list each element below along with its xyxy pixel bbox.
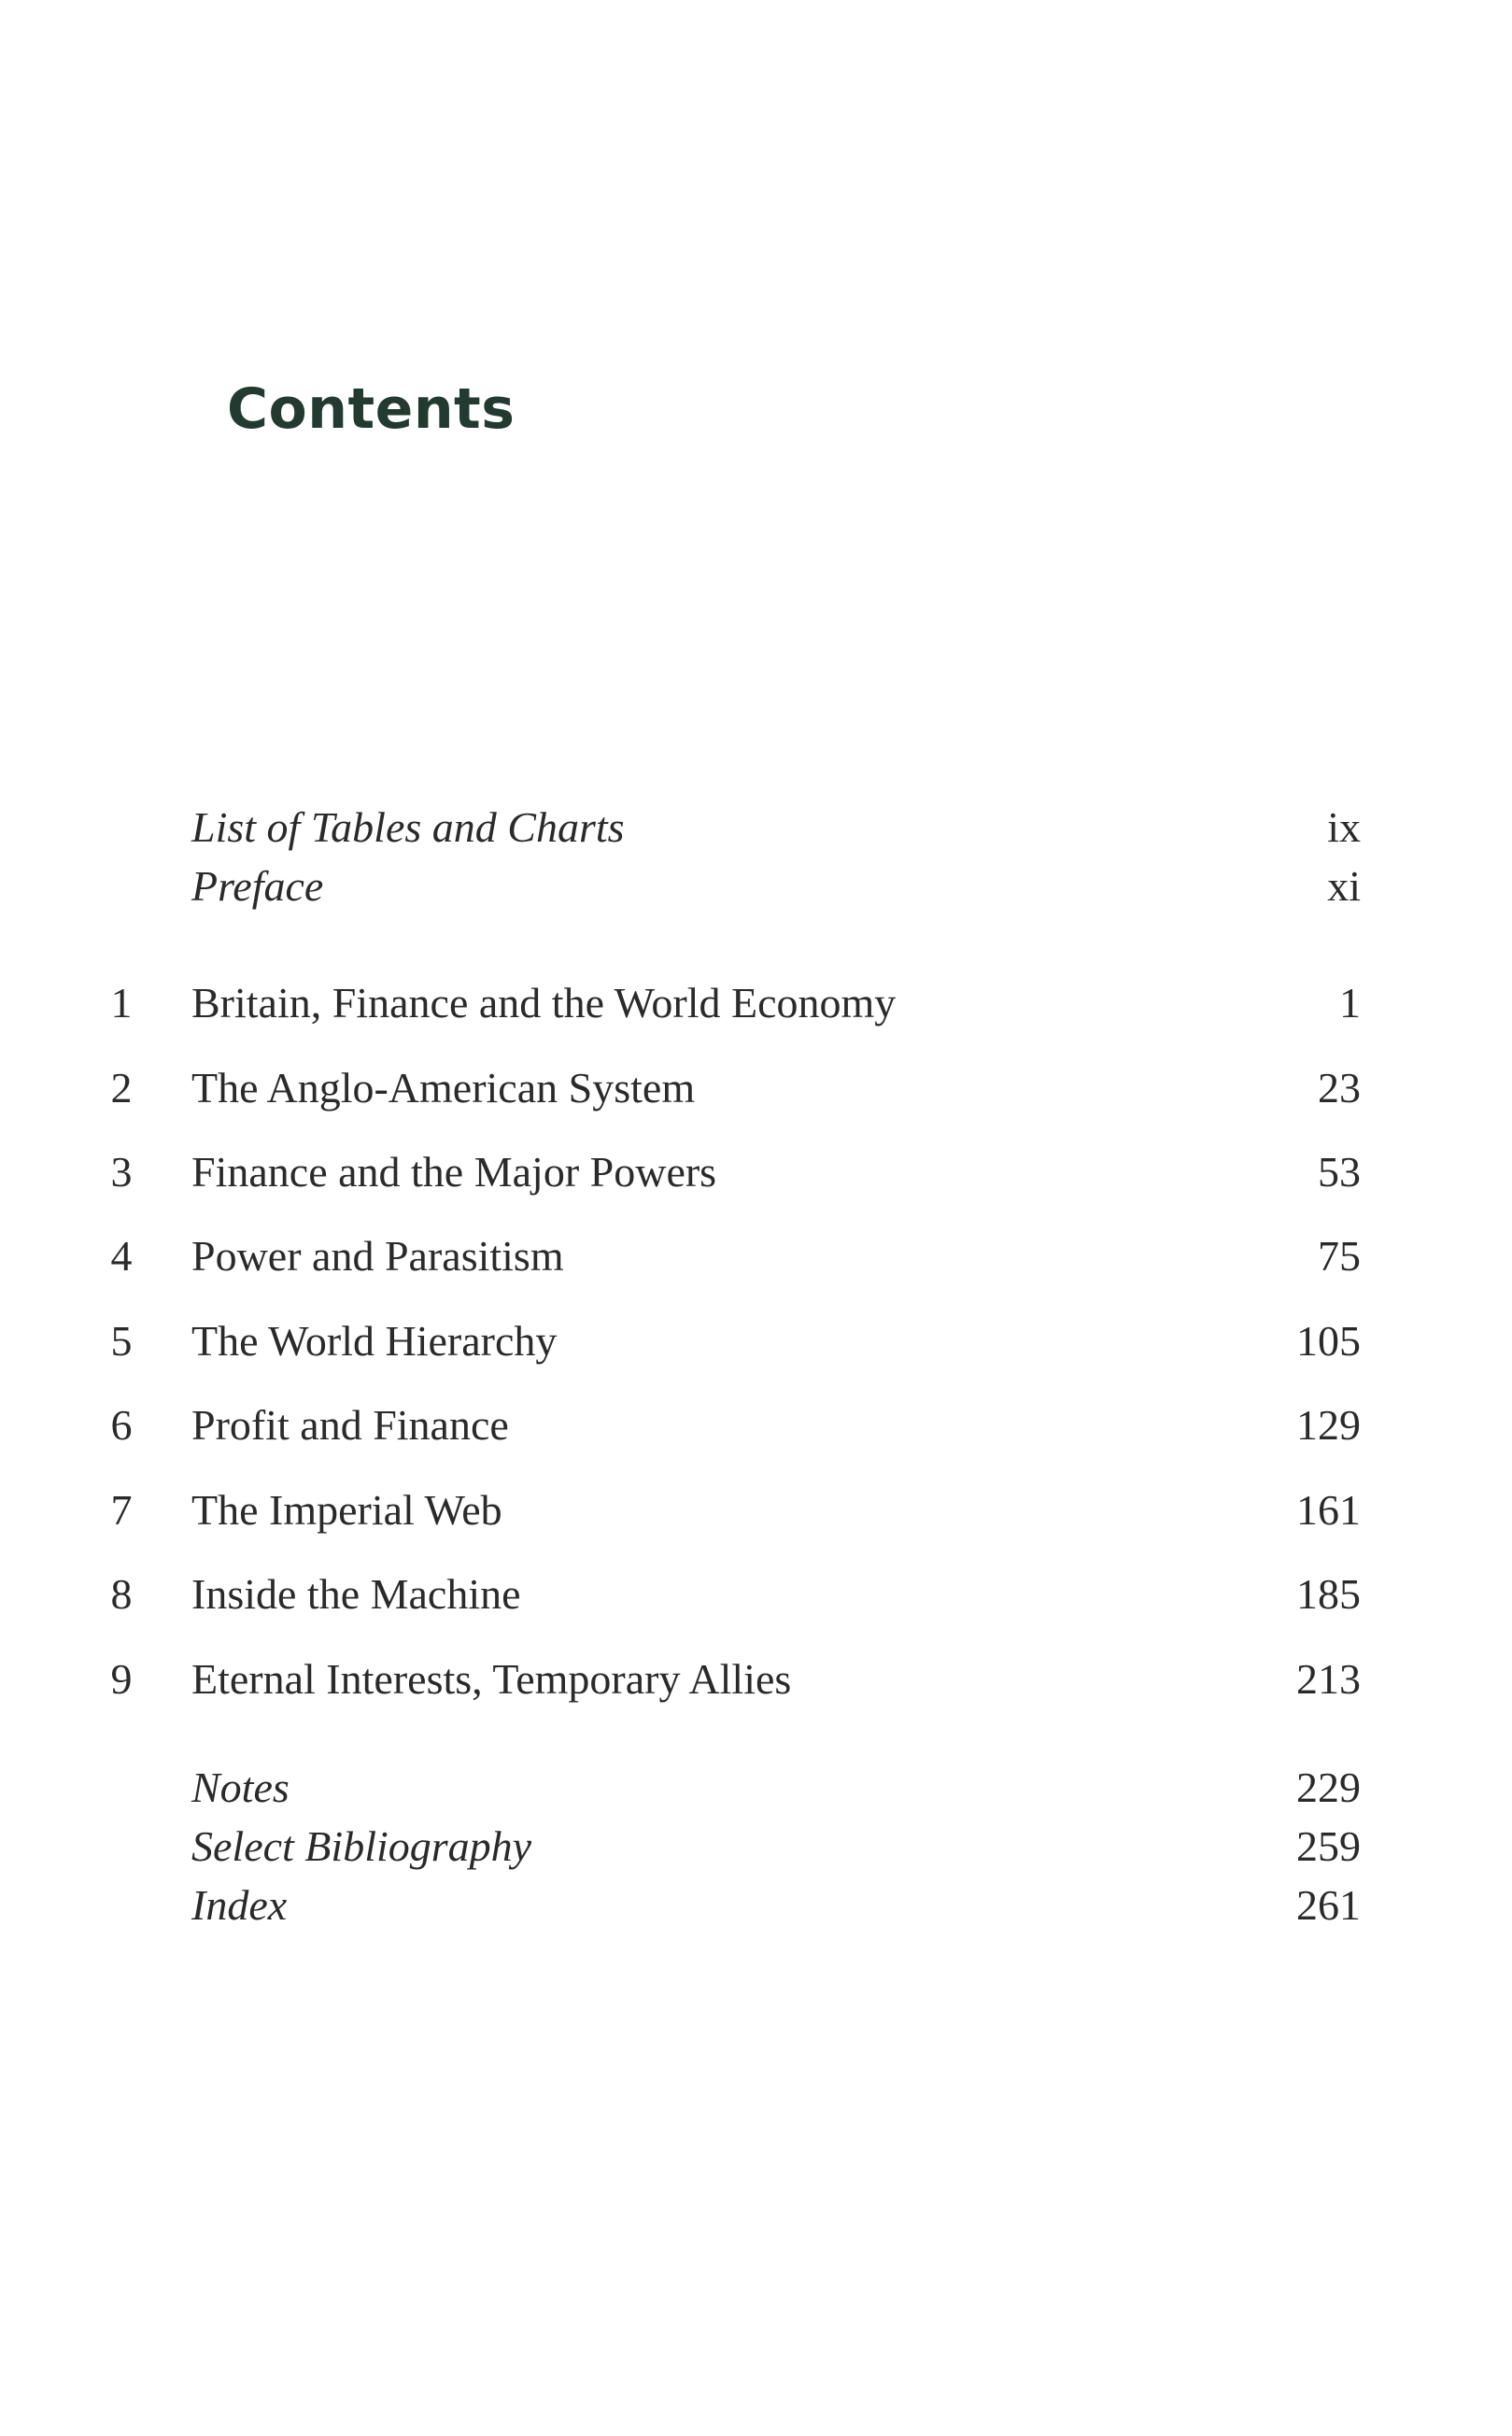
- chapter-page: 23: [1318, 1064, 1361, 1112]
- toc-chapter-2[interactable]: [0, 1058, 1512, 1118]
- toc-entry-title: Notes: [191, 1763, 290, 1811]
- chapter-title: The Imperial Web: [191, 1486, 502, 1534]
- chapter-number: 5: [110, 1317, 133, 1365]
- chapter-title: The Anglo-American System: [191, 1064, 696, 1112]
- chapter-number: 3: [110, 1148, 133, 1196]
- toc-chapter-3[interactable]: [0, 1142, 1512, 1202]
- chapter-title: Profit and Finance: [191, 1401, 509, 1449]
- toc-chapter-1[interactable]: [0, 973, 1512, 1033]
- chapter-page: 129: [1296, 1401, 1361, 1449]
- toc-entry-page: 229: [1296, 1763, 1361, 1811]
- toc-chapter-7[interactable]: [0, 1480, 1512, 1540]
- toc-entry-title: Index: [191, 1881, 288, 1929]
- toc-entry-page: xi: [1327, 862, 1361, 910]
- chapter-number: 1: [110, 979, 133, 1027]
- chapter-number: 2: [110, 1064, 133, 1112]
- toc-chapter-4[interactable]: [0, 1226, 1512, 1286]
- chapter-title: Power and Parasitism: [191, 1232, 564, 1280]
- chapter-page: 185: [1296, 1570, 1361, 1618]
- chapter-page: 75: [1318, 1232, 1361, 1280]
- toc-entry-index[interactable]: [0, 1876, 1512, 1935]
- toc-entry-select-bibliography[interactable]: [0, 1817, 1512, 1877]
- toc-entry-title: Select Bibliography: [191, 1822, 532, 1870]
- chapter-title: Britain, Finance and the World Economy: [191, 979, 897, 1027]
- chapter-title: Eternal Interests, Temporary Allies: [191, 1655, 792, 1703]
- page-title: Contents: [227, 376, 516, 442]
- toc-chapter-6[interactable]: [0, 1395, 1512, 1455]
- toc-chapter-9[interactable]: [0, 1650, 1512, 1709]
- chapter-title: Finance and the Major Powers: [191, 1148, 717, 1196]
- toc-entry-title: List of Tables and Charts: [191, 803, 625, 851]
- chapter-number: 7: [110, 1486, 133, 1534]
- toc-entry-page: 259: [1296, 1822, 1361, 1870]
- toc-chapter-5[interactable]: [0, 1311, 1512, 1371]
- chapter-number: 6: [110, 1401, 133, 1449]
- toc-entry-page: ix: [1327, 803, 1361, 851]
- toc-entry-list-of-tables[interactable]: [0, 798, 1512, 857]
- toc-entry-preface[interactable]: [0, 857, 1512, 916]
- chapter-page: 1: [1339, 979, 1361, 1027]
- toc-entry-page: 261: [1296, 1881, 1361, 1929]
- chapter-page: 213: [1296, 1655, 1361, 1703]
- chapter-page: 105: [1296, 1317, 1361, 1365]
- chapter-number: 9: [110, 1655, 133, 1703]
- chapter-title: Inside the Machine: [191, 1570, 521, 1618]
- toc-entry-notes[interactable]: [0, 1758, 1512, 1818]
- toc-entry-title: Preface: [191, 862, 324, 910]
- chapter-number: 8: [110, 1570, 133, 1618]
- chapter-page: 161: [1296, 1486, 1361, 1534]
- chapter-title: The World Hierarchy: [191, 1317, 558, 1365]
- toc-chapter-8[interactable]: [0, 1565, 1512, 1624]
- chapter-number: 4: [110, 1232, 133, 1280]
- chapter-page: 53: [1318, 1148, 1361, 1196]
